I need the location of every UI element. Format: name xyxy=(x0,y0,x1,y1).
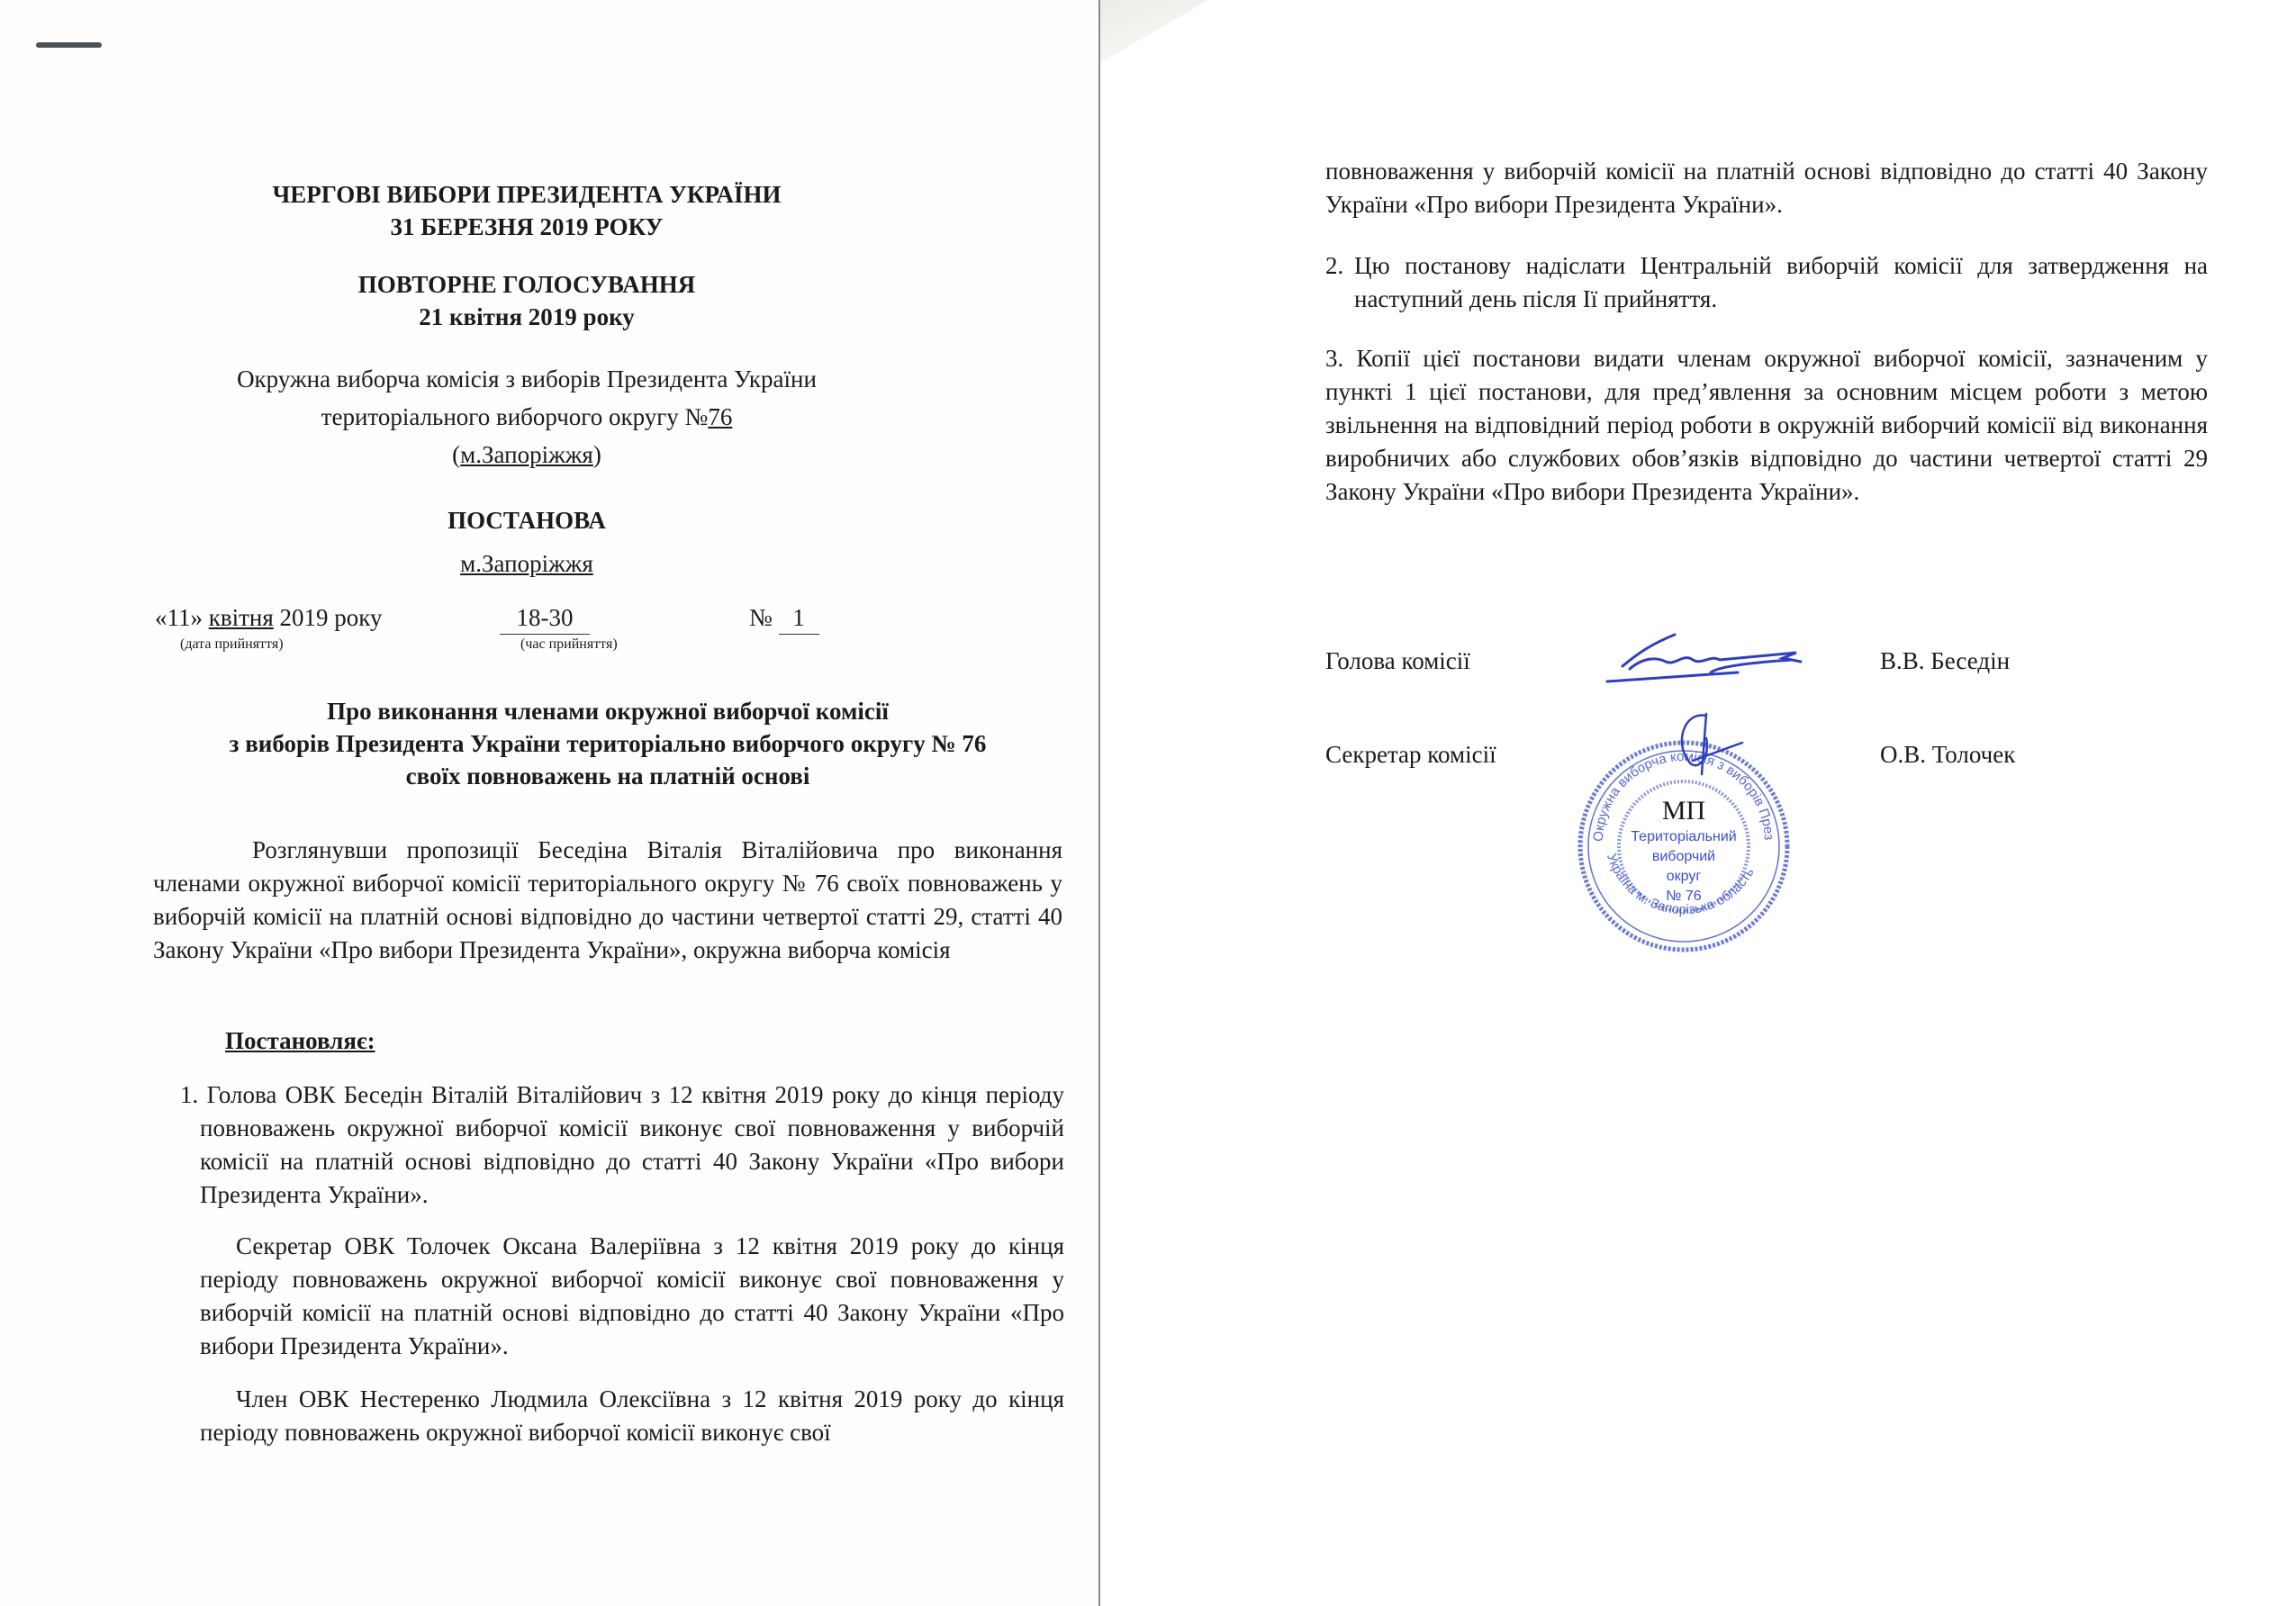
stamp-line-1: Територіальний xyxy=(1631,829,1737,844)
stamp-line-4: № 76 xyxy=(1666,889,1702,904)
election-title: ЧЕРГОВІ ВИБОРИ ПРЕЗИДЕНТА УКРАЇНИ xyxy=(272,181,782,208)
adoption-date: «11» квітня 2019 року xyxy=(155,604,383,631)
official-stamp xyxy=(1571,729,1796,954)
item-1-member: Член ОВК Нестеренко Людмила Олексіївна з 12 квітня 2019 року до кінця періоду повноважень окружної виборчої комісії виконує свої xyxy=(200,1385,1064,1446)
stamp-ring-bottom: Україна м. Запорізька область xyxy=(1604,851,1758,918)
secretary-role: Секретар комісії xyxy=(1325,741,1496,768)
commission-line1: Окружна виборча комісія з виборів Президента України xyxy=(237,365,817,392)
item-1-member-continued: повноваження у виборчій комісії на платній основі відповідно до статті 40 Закону України «Про вибори Президента України». xyxy=(1325,158,2208,218)
round-date: 21 квітня 2019 року xyxy=(419,303,635,330)
secretary-signature xyxy=(1657,707,1747,788)
place: м.Запоріжжя xyxy=(460,550,593,577)
stamp-line-2: виборчий xyxy=(1651,849,1716,864)
commission-city: (м.Запоріжжя) xyxy=(452,441,601,468)
doc-type: ПОСТАНОВА xyxy=(447,507,606,534)
item-1-chair: 1. Голова ОВК Беседін Віталій Віталійович з 12 квітня 2019 року до кінця періоду повноважень окружної виборчої комісії виконує свої повноваження у виборчій комісії на платній основі відповідно до статті 40 Закону України «Про вибори Президента України». xyxy=(180,1081,1064,1208)
round-header xyxy=(144,268,909,333)
time-caption: (час прийняття) xyxy=(520,636,618,652)
commission-line2: територіального виборчого округу №76 xyxy=(321,403,733,430)
item-3: 3. Копії цієї постанови видати членам окружної виборчої комісії, зазначеним у пункті 1 цієї постанови, для пред’явлення за основним місцем роботи з метою звільнення на відповідний період роботи в окружній виборчий комісії від виконання виробничих або службових обов’язків відповідно до частини четвертої статті 29 Закону України «Про вибори Президента України». xyxy=(1325,345,2208,505)
election-date: 31 БЕРЕЗНЯ 2019 РОКУ xyxy=(390,213,664,240)
adoption-time: 18-30 xyxy=(500,601,590,635)
scan-mark xyxy=(36,42,102,48)
stamp-line-3: округ xyxy=(1666,869,1702,884)
commission-header xyxy=(144,360,909,474)
date-caption: (дата прийняття) xyxy=(180,636,284,652)
chair-role: Голова комісії xyxy=(1325,647,1470,674)
stamp-mark: МП xyxy=(1661,796,1706,826)
preamble: Розглянувши пропозиції Беседіна Віталія Віталійовича про виконання членами окружної виборчої комісії територіального округу № 76 своїх повноважень у виборчій комісії на платній основі відповідно до частини четвертої статті 29, статті 40 Закону України «Про вибори Президента України», окружна виборча комісія xyxy=(153,836,1062,963)
resolves-heading: Постановляє: xyxy=(225,1027,375,1054)
election-header xyxy=(144,178,909,243)
chair-name: В.В. Беседін xyxy=(1880,647,2011,674)
district-number: 76 xyxy=(708,403,733,430)
round-title: ПОВТОРНЕ ГОЛОСУВАННЯ xyxy=(357,271,696,298)
secretary-name: О.В. Толочек xyxy=(1880,741,2016,768)
resolution-number: № 1 xyxy=(749,601,819,635)
item-1-secretary: Секретар ОВК Толочек Оксана Валеріївна з 12 квітня 2019 року до кінця періоду повноважень окружної виборчої комісії виконує свої повноваження у виборчій комісії на платній основі відповідно до статті 40 Закону України «Про вибори Президента України». xyxy=(200,1232,1064,1359)
item-2: 2. Цю постанову надіслати Центральній виборчій комісії для затвердження на наступний день після Ії прийняття. xyxy=(1325,252,2208,312)
stamp-ring-top: Окружна виборча комісія з виборів През xyxy=(1590,748,1777,843)
resolution-subject: Про виконання членами окружної виборчої комісії з виборів Президента України територіально виборчого округу № 76 своїх повноважень на платній основі xyxy=(229,698,987,789)
chair-signature xyxy=(1603,626,1828,689)
